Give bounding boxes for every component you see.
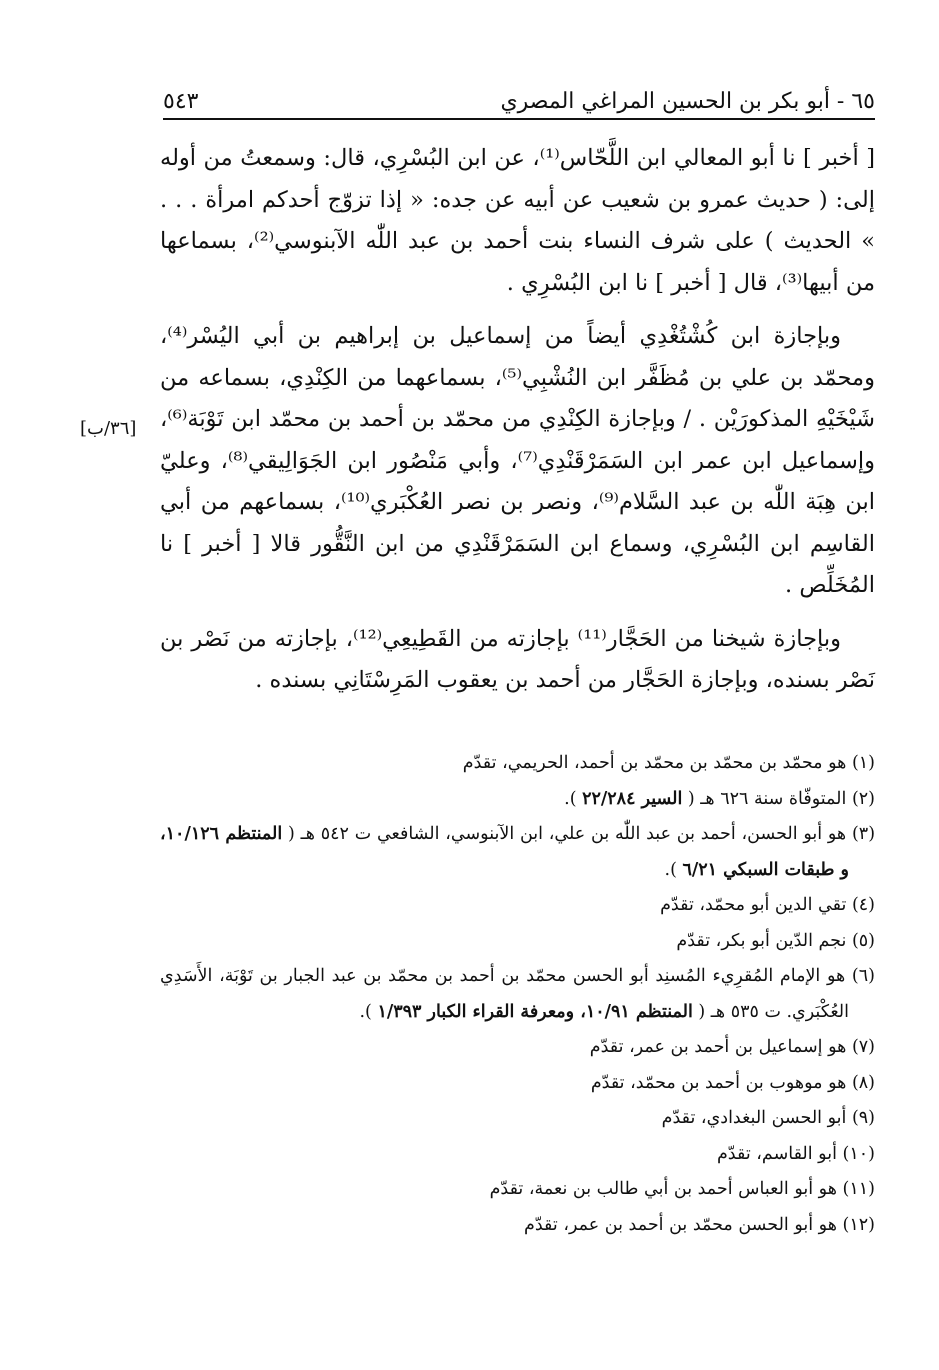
footnote: (١) هو محمّد بن محمّد بن محمّد بن أحمد، الحريمي، تقدّم — [462, 753, 875, 773]
page-number: ٥٤٣ — [163, 89, 199, 114]
footnotes — [160, 746, 875, 1243]
footnote: (٧) هو إسماعيل بن أحمد بن عمر، تقدّم — [589, 1037, 875, 1057]
manuscript-folio-marker: [٣٦/ب] — [80, 418, 137, 439]
footnote: (١١) هو أبو العباس أحمد بن أبي طالب بن نعمة، تقدّم — [489, 1179, 875, 1199]
header-rule — [163, 118, 875, 120]
chapter-title: ٦٥ - أبو بكر بن الحسين المراغي المصري — [500, 89, 875, 114]
running-header — [163, 78, 875, 114]
footnote: (٥) نجم الدّين أبو بكر، تقدّم — [676, 930, 875, 951]
footnote: (٤) تقي الدين أبو محمّد، تقدّم — [660, 895, 875, 915]
paragraph-1: [ أخبر ] نا أبو المعالي ابن اللَّحّاس⁽¹⁾، عن ابن البُسْرِي، قال: وسمعتُ من أوله إلى: ( حديث عمرو بن شعيب عن أبيه عن جده: « إذا تزوّج أحدكم امرأة . . . » الحديث ) على شرف النساء بنت أحمد بن عبد اللّٰه الآبنوسي⁽²⁾، بسماعها من أبيها⁽³⁾، قال [ أخبر ] نا ابن البُسْرِي . — [160, 145, 876, 296]
footnote: (٨) هو موهوب بن أحمد بن محمّد، تقدّم — [590, 1072, 875, 1093]
footnote: (١٠) أبو القاسم، تقدّم — [716, 1143, 875, 1164]
paragraph-3: وبإجازة شيخنا من الحَجَّار⁽¹¹⁾ بإجازته من القَطِيعِي⁽¹²⁾، بإجازته من نَصْر بن نَصْر بسنده، وبإجازة الحَجَّار من أحمد بن يعقوب المَرِسْتَانِي بسنده . — [160, 625, 875, 693]
footnote: (٦) هو الإمام المُقرِيء المُسنِد أبو الحسن محمّد بن أحمد بن محمّد بن عبد الجبار بن تَوْبَة، الأَسَدِي العُكْبَري. ت ٥٣٥ هـ ( المنتظم ١٠/٩١، ومعرفة القراء الكبار ١/٣٩٣ ). — [160, 966, 875, 1022]
footnote: (٢) المتوفّاة سنة ٦٢٦ هـ ( السير ٢٢/٢٨٤ ). — [564, 788, 875, 809]
paragraph-2: وبإجازة ابن كُشْتُغْدِي أيضاً من إسماعيل بن إبراهيم بن أبي اليُسْر⁽⁴⁾، ومحمّد بن علي بن مُظَفَّر ابن النُشْبِي⁽⁵⁾، بسماعهما من الكِنْدِي، بسماعه من شَيْخَيْهِ المذكورَيْن . / وبإجازة الكِنْدِي من محمّد بن أحمد بن محمّد ابن تَوْبَة⁽⁶⁾، وإسماعيل ابن عمر ابن السَمَرْقَنْدِي⁽⁷⁾، وأبي مَنْصُور ابن الجَوَالِيقي⁽⁸⁾، وعليّ ابن هِبَة اللّٰه بن عبد السَّلام⁽⁹⁾، ونصر بن نصر العُكْبَري⁽¹⁰⁾، بسماعهم من أبي القاسِم ابن البُسْرِي، وسماع ابن السَمَرْقَنْدِي من ابن النَّقُّور قالا [ أخبر ] نا المُخَلِّص . — [160, 323, 875, 598]
footnote: (٣) هو أبو الحسن، أحمد بن عبد اللّٰه بن علي، ابن الآبنوسي، الشافعي ت ٥٤٢ هـ ( المنتظم ١٠/١٢٦، و طبقات السبكي ٦/٢١ ). — [160, 824, 876, 880]
footnote: (١٢) هو أبو الحسن محمّد بن أحمد بن عمر، تقدّم — [524, 1214, 875, 1235]
main-text — [160, 138, 875, 702]
footnote: (٩) أبو الحسن البغدادي، تقدّم — [661, 1108, 875, 1128]
